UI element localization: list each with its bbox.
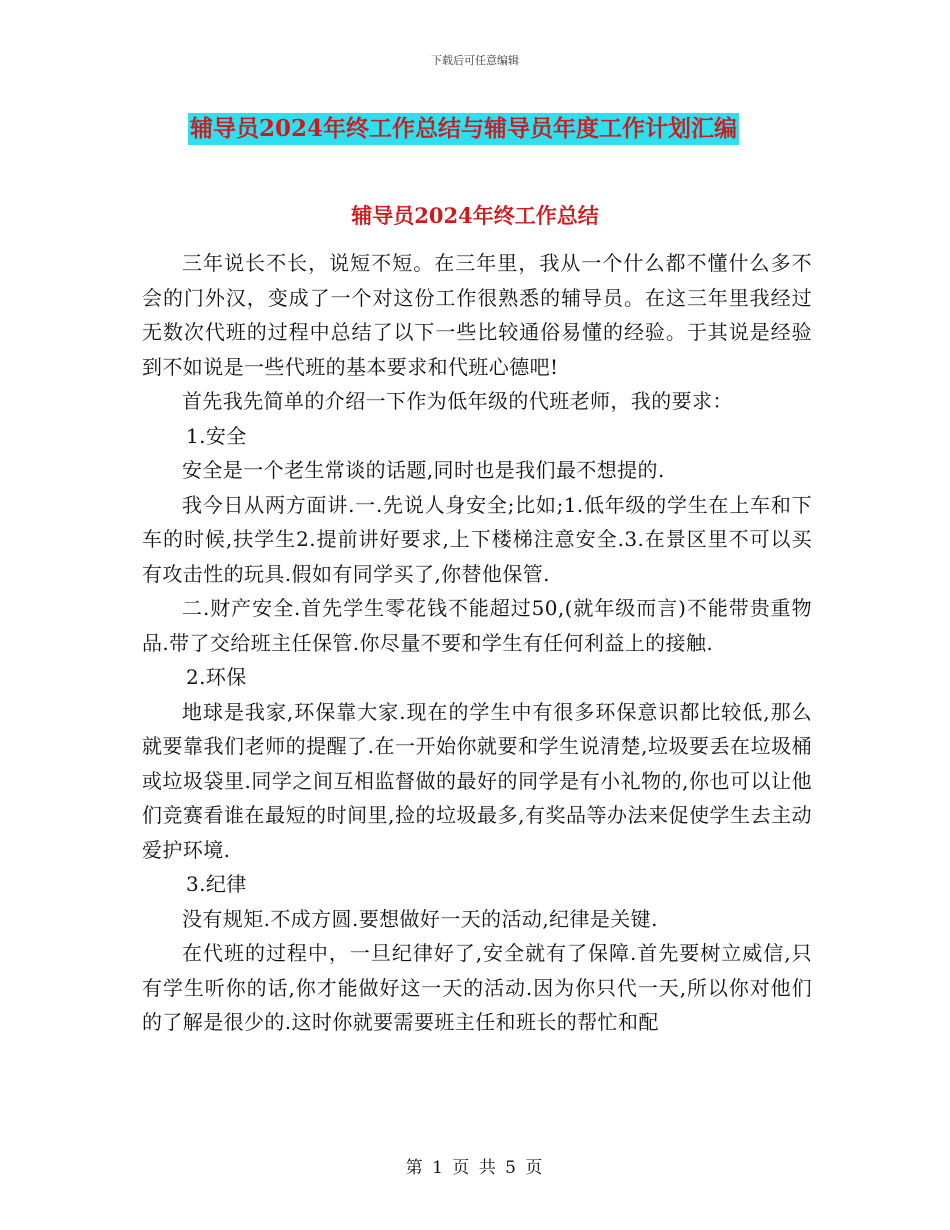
paragraph-discipline-intro: 没有规矩.不成方圆.要想做好一天的活动,纪律是关键.: [182, 906, 658, 931]
section-heading-discipline: 3.纪律: [186, 872, 247, 896]
paragraph-safety-intro: 安全是一个老生常谈的话题,同时也是我们最不想提的.: [182, 458, 665, 482]
page-indicator: 第 1 页 共 5 页: [405, 1158, 545, 1178]
paragraph-property-safety: 二.财产安全.首先学生零花钱不能超过50,(就年级而言)不能带贵重物品.带了交给班主任保管.你尽量不要和学生有任何利益上的接触.: [142, 596, 812, 655]
paragraph-discipline-detail: 在代班的过程中，一旦纪律好了,安全就有了保障.首先要树立威信,只有学生听你的话,你才能做好这一天的活动.因为你只代一天,所以你对他们的了解是很少的.这时你就要需要班主任和班长的帮忙和配: [142, 941, 812, 1034]
paragraph-environment: 地球是我家,环保靠大家.现在的学生中有很多环保意识都比较低,那么就要靠我们老师的提醒了.在一开始你就要和学生说清楚,垃圾要丢在垃圾桶或垃圾袋里.同学之间互相监督做的最好的同学是有小礼物的,你也可以让他们竞赛看谁在最短的时间里,捡的垃圾最多,有奖品等办法来促使学生去主动爱护环境.: [142, 699, 812, 862]
section-heading-safety: 1.安全: [186, 423, 247, 448]
section-title: 辅导员2024年终工作总结: [351, 203, 599, 228]
header-note: 下载后可任意编辑: [431, 54, 519, 67]
paragraph-intro: 三年说长不长，说短不短。在三年里，我从一个什么都不懂什么多不会的门外汉，变成了一个对这份工作很熟悉的辅导员。在这三年里我经过无数次代班的过程中总结了以下一些比较通俗易懂的经验。于其说是经验到不如说是一些代班的基本要求和代班心德吧!: [142, 251, 812, 379]
document-body: [142, 246, 812, 1040]
paragraph-requirements-lead: 首先我先简单的介绍一下作为低年级的代班老师，我的要求：: [182, 389, 733, 413]
paragraph-personal-safety: 我今日从两方面讲.一.先说人身安全;比如;1.低年级的学生在上车和下车的时候,扶学生2.提前讲好要求,上下楼梯注意安全.3.在景区里不可以买有攻击性的玩具.假如有同学买了,你替他保管.: [142, 492, 812, 586]
section-heading-environment: 2.环保: [186, 665, 247, 689]
document-main-title: 辅导员2024年终工作总结与辅导员年度工作计划汇编: [188, 113, 739, 145]
